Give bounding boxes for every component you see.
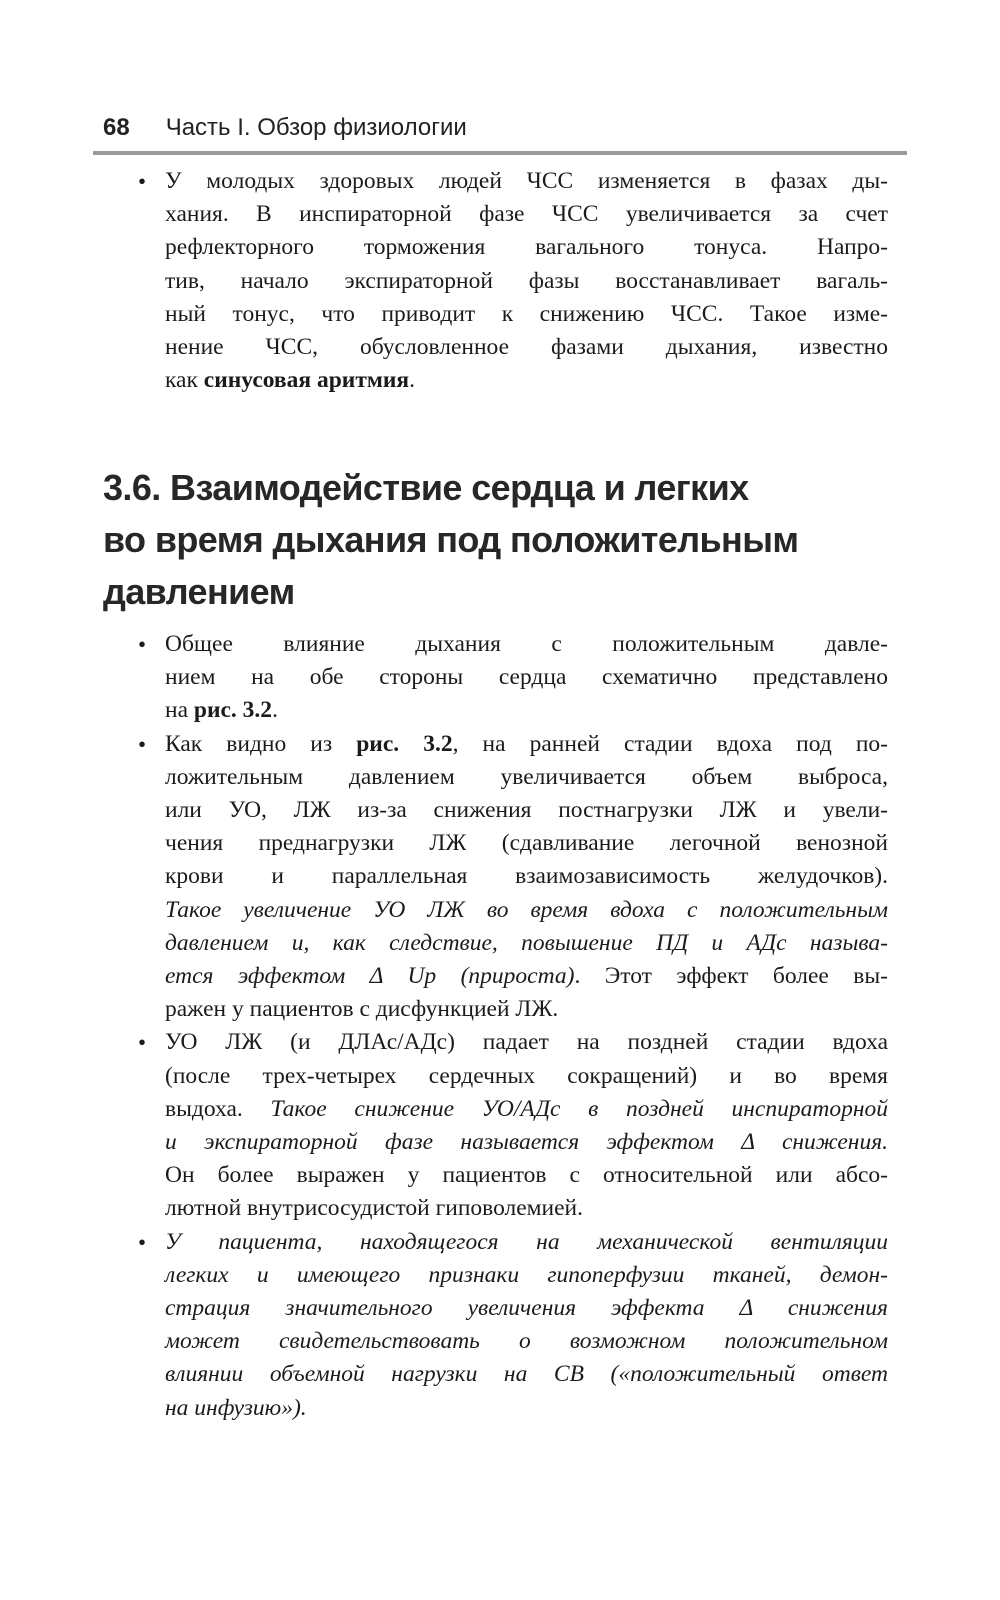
bullet-list-bottom xyxy=(138,628,888,1425)
text-line xyxy=(165,1026,888,1059)
text-line xyxy=(165,1226,888,1259)
list-item xyxy=(138,728,888,1027)
text-run: чения преднагрузки ЛЖ (сдавливание легочной венозной xyxy=(165,830,888,857)
bullet-icon: • xyxy=(138,169,147,194)
text-line xyxy=(165,1159,888,1192)
text-run: страция значительного увеличения эффекта Δ снижения xyxy=(165,1295,888,1322)
text-line xyxy=(165,298,888,331)
text-run: У молодых здоровых людей ЧСС изменяется в фазах ды- xyxy=(165,168,888,194)
text-line xyxy=(165,1060,888,1093)
text-run: может свидетельствовать о возможном положительном xyxy=(165,1328,888,1355)
text-run: или УО, ЛЖ из-за снижения постнагрузки ЛЖ и увели- xyxy=(165,797,888,824)
text-run: тив, начало экспираторной фазы восстанавливает вагаль- xyxy=(165,267,888,294)
chapter-title: Часть I. Обзор физиологии xyxy=(165,114,467,141)
header-rule-divider xyxy=(93,151,907,155)
list-item xyxy=(138,1026,888,1225)
text-line xyxy=(165,860,888,893)
text-run: и экспираторной фазе называется эффектом Δ снижения. xyxy=(165,1129,888,1156)
text-line xyxy=(165,993,888,1026)
bullet-icon: • xyxy=(138,1229,147,1255)
text-line xyxy=(165,331,888,364)
text-line xyxy=(165,1126,888,1159)
text-run: (после трех-четырех сердечных сокращений) и во время xyxy=(165,1062,888,1089)
bullet-list-top xyxy=(138,165,888,397)
text-run: Как видно из xyxy=(165,730,357,757)
list-item xyxy=(138,165,888,397)
text-line xyxy=(165,1392,888,1425)
text-run: синусовая аритмия xyxy=(203,367,410,394)
text-run: УО ЛЖ (и ДЛАс/АДс) падает на поздней стадии вдоха xyxy=(165,1029,888,1056)
section-heading-line: давлением xyxy=(103,571,295,612)
bullet-icon: • xyxy=(138,731,147,757)
text-line xyxy=(165,231,888,264)
text-run: хания. В инспираторной фазе ЧСС увеличивается за счет xyxy=(165,201,888,228)
text-line xyxy=(165,894,888,927)
text-run: как xyxy=(165,367,204,394)
text-line xyxy=(165,1325,888,1358)
text-run: ражен у пациентов с дисфункцией ЛЖ. xyxy=(165,996,559,1023)
text-line xyxy=(165,364,888,397)
text-run: Такое увеличение УО ЛЖ во время вдоха с положительным xyxy=(165,896,888,923)
text-line xyxy=(165,165,888,198)
text-line xyxy=(165,1259,888,1292)
text-line xyxy=(165,1192,888,1225)
text-run: влиянии объемной нагрузки на СВ («положительный ответ xyxy=(165,1361,888,1388)
text-run: У пациента, находящегося на механической вентиляции xyxy=(165,1228,888,1255)
text-line xyxy=(165,827,888,860)
text-run: ный тонус, что приводит к снижению ЧСС. Такое изме- xyxy=(165,300,888,327)
text-line xyxy=(165,960,888,993)
text-run: давлением и, как следствие, повышение ПД и АДс называ- xyxy=(165,929,888,956)
text-line xyxy=(165,927,888,960)
text-run: нение ЧСС, обусловленное фазами дыхания, известно xyxy=(165,334,888,361)
text-line xyxy=(165,1292,888,1325)
text-run: на инфузию»). xyxy=(165,1394,307,1421)
section-heading-line: во время дыхания под положительным xyxy=(103,519,799,560)
section-heading xyxy=(103,462,933,618)
text-line xyxy=(165,628,888,661)
text-line xyxy=(165,761,888,794)
text-line xyxy=(165,794,888,827)
text-run: на xyxy=(165,697,194,724)
text-line xyxy=(165,728,888,761)
text-run: рефлекторного торможения вагального тонуса. Напро- xyxy=(165,234,888,261)
text-line xyxy=(165,1093,888,1126)
text-run: . xyxy=(409,367,415,394)
text-run: крови и параллельная взаимозависимость желудочков). xyxy=(165,863,888,890)
text-run: ложительным давлением увеличивается объем выброса, xyxy=(165,763,888,790)
text-run: Общее влияние дыхания с положительным давле- xyxy=(165,631,888,657)
text-run: нием на обе стороны сердца схематично представлено xyxy=(165,664,888,691)
list-item xyxy=(138,1226,888,1425)
text-run: . xyxy=(272,697,278,724)
text-run: ется эффектом Δ Up (прироста) xyxy=(165,963,575,990)
text-run: . Этот эффект более вы- xyxy=(574,963,888,990)
text-run: выдоха. xyxy=(165,1095,271,1122)
text-run: лютной внутрисосудистой гиповолемией. xyxy=(165,1195,584,1222)
text-run: рис. 3.2 xyxy=(193,697,273,724)
text-run: , на ранней стадии вдоха под по- xyxy=(452,730,888,757)
text-line xyxy=(165,1358,888,1391)
running-header xyxy=(103,114,467,142)
list-item xyxy=(138,628,888,728)
page-number: 68 xyxy=(103,114,130,141)
bullet-icon: • xyxy=(138,632,147,657)
text-run: Он более выражен у пациентов с относительной или абсо- xyxy=(165,1162,888,1189)
text-line xyxy=(165,661,888,694)
text-run: Такое снижение УО/АДс в поздней инспираторной xyxy=(270,1095,888,1122)
text-run: рис. 3.2 xyxy=(356,730,453,757)
section-heading-line: 3.6. Взаимодействие сердца и легких xyxy=(103,467,749,508)
text-run: легких и имеющего признаки гипоперфузии тканей, демон- xyxy=(165,1261,888,1288)
text-line xyxy=(165,198,888,231)
text-line xyxy=(165,694,888,727)
text-line xyxy=(165,265,888,298)
bullet-icon: • xyxy=(138,1030,147,1056)
